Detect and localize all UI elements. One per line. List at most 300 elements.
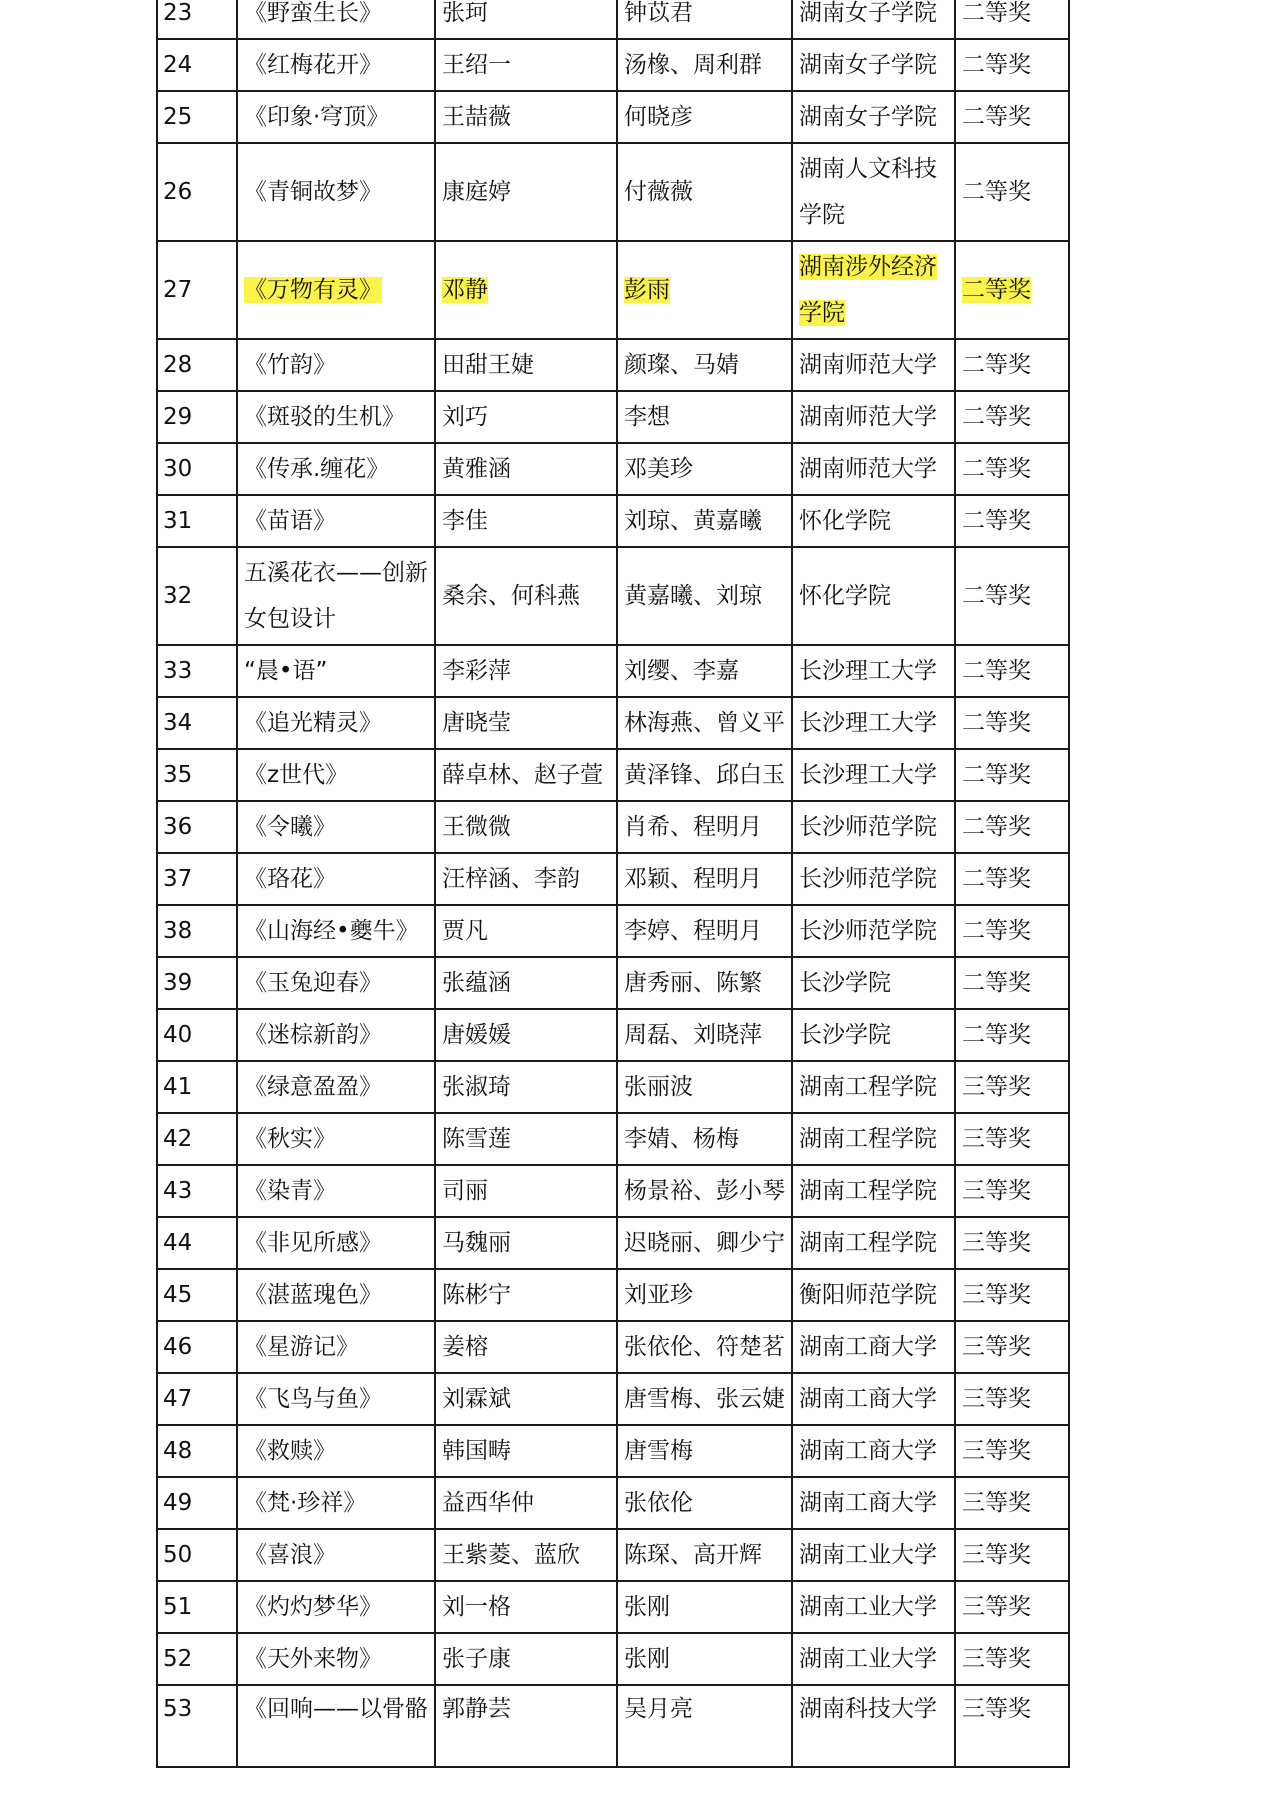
award-text: 三等奖 (962, 1334, 1031, 1360)
teacher-cell (617, 853, 792, 905)
author-text: 薛卓林、赵子萱 (442, 762, 603, 788)
award-list-sheet (156, 0, 1070, 1768)
award-text: 三等奖 (962, 1126, 1031, 1152)
work-title-cell (237, 1217, 435, 1269)
teacher-text: 张依伦 (624, 1490, 693, 1516)
award-cell (955, 1477, 1069, 1529)
work-title-text: 《染青》 (244, 1178, 336, 1204)
author-cell (435, 1425, 617, 1477)
award-cell (955, 749, 1069, 801)
award-text: 二等奖 (962, 352, 1031, 378)
work-title-text: 《传承.缠花》 (244, 456, 390, 482)
row-number-text: 38 (163, 918, 193, 944)
table-row (157, 39, 1069, 91)
school-text: 湖南师范大学 (799, 352, 937, 378)
award-cell (955, 1321, 1069, 1373)
school-cell (792, 143, 955, 241)
author-text: 韩国畴 (442, 1438, 511, 1464)
table-row (157, 905, 1069, 957)
table-row (157, 1217, 1069, 1269)
author-text: 马魏丽 (442, 1230, 511, 1256)
work-title-cell (237, 749, 435, 801)
row-number-cell (157, 1477, 237, 1529)
row-number-cell (157, 1321, 237, 1373)
row-number-cell (157, 1633, 237, 1685)
work-title-text: 《迷棕新韵》 (244, 1022, 382, 1048)
work-title-cell (237, 547, 435, 645)
teacher-cell (617, 749, 792, 801)
award-text: 二等奖 (962, 970, 1031, 996)
award-text: 三等奖 (962, 1074, 1031, 1100)
row-number-cell (157, 749, 237, 801)
row-number-text: 36 (163, 814, 193, 840)
row-number-text: 25 (163, 104, 193, 130)
teacher-cell (617, 957, 792, 1009)
row-number-cell (157, 547, 237, 645)
school-text: 怀化学院 (799, 508, 891, 534)
school-cell (792, 1425, 955, 1477)
teacher-cell (617, 645, 792, 697)
teacher-cell (617, 1217, 792, 1269)
author-text: 贾凡 (442, 918, 488, 944)
teacher-text: 汤橡、周利群 (624, 52, 762, 78)
row-number-cell (157, 1165, 237, 1217)
row-number-cell (157, 1529, 237, 1581)
school-cell (792, 905, 955, 957)
work-title-text: 《喜浪》 (244, 1542, 336, 1568)
author-cell (435, 143, 617, 241)
teacher-cell (617, 241, 792, 339)
author-text: 田甜王婕 (442, 352, 534, 378)
author-text: 黄雅涵 (442, 456, 511, 482)
school-text: 湖南人文科技学院 (799, 156, 937, 228)
school-cell (792, 0, 955, 39)
award-text: 二等奖 (962, 814, 1031, 840)
table-row (157, 391, 1069, 443)
author-cell (435, 1633, 617, 1685)
teacher-text: 唐雪梅、张云婕 (624, 1386, 785, 1412)
work-title-cell (237, 443, 435, 495)
school-cell (792, 1113, 955, 1165)
author-text: 刘一格 (442, 1594, 511, 1620)
work-title-text: 《追光精灵》 (244, 710, 382, 736)
teacher-text: 彭雨 (624, 277, 670, 303)
teacher-cell (617, 1009, 792, 1061)
award-text: 二等奖 (962, 710, 1031, 736)
table-row (157, 547, 1069, 645)
row-number-text: 35 (163, 762, 193, 788)
award-cell (955, 547, 1069, 645)
work-title-text: 《灼灼梦华》 (244, 1594, 382, 1620)
row-number-cell (157, 905, 237, 957)
award-text: 三等奖 (962, 1542, 1031, 1568)
author-cell (435, 1113, 617, 1165)
work-title-text: 《梵·珍祥》 (244, 1490, 367, 1516)
row-number-cell (157, 801, 237, 853)
school-cell (792, 39, 955, 91)
author-text: 刘霖斌 (442, 1386, 511, 1412)
school-text: 湖南工业大学 (799, 1594, 937, 1620)
row-number-cell (157, 495, 237, 547)
work-title-cell (237, 339, 435, 391)
author-text: 姜榕 (442, 1334, 488, 1360)
author-cell (435, 39, 617, 91)
award-cell (955, 1009, 1069, 1061)
award-text: 三等奖 (962, 1282, 1031, 1308)
author-cell (435, 1269, 617, 1321)
row-number-text: 46 (163, 1334, 193, 1360)
work-title-cell (237, 853, 435, 905)
author-text: 陈雪莲 (442, 1126, 511, 1152)
award-text: 三等奖 (962, 1646, 1031, 1672)
award-cell (955, 495, 1069, 547)
teacher-text: 钟苡君 (624, 0, 693, 26)
author-cell (435, 1009, 617, 1061)
teacher-text: 李婧、杨梅 (624, 1126, 739, 1152)
teacher-cell (617, 1113, 792, 1165)
table-row (157, 339, 1069, 391)
row-number-cell (157, 645, 237, 697)
table-row (157, 91, 1069, 143)
work-title-text: 《苗语》 (244, 508, 336, 534)
award-cell (955, 1529, 1069, 1581)
table-row (157, 0, 1069, 39)
row-number-cell (157, 443, 237, 495)
work-title-cell (237, 391, 435, 443)
teacher-text: 林海燕、曾义平 (624, 710, 785, 736)
school-cell (792, 241, 955, 339)
school-text: 湖南涉外经济学院 (799, 254, 937, 326)
work-title-cell (237, 1633, 435, 1685)
award-text: 二等奖 (962, 404, 1031, 430)
school-cell (792, 547, 955, 645)
row-number-text: 45 (163, 1282, 193, 1308)
teacher-cell (617, 1269, 792, 1321)
row-number-text: 31 (163, 508, 193, 534)
author-cell (435, 905, 617, 957)
table-row (157, 957, 1069, 1009)
award-cell (955, 1373, 1069, 1425)
award-cell (955, 39, 1069, 91)
work-title-cell (237, 1009, 435, 1061)
school-text: 湖南工商大学 (799, 1438, 937, 1464)
table-row (157, 1009, 1069, 1061)
school-text: 长沙理工大学 (799, 710, 937, 736)
award-text: 二等奖 (962, 456, 1031, 482)
row-number-cell (157, 91, 237, 143)
teacher-cell (617, 1321, 792, 1373)
work-title-text: 五溪花衣——创新女包设计 (244, 560, 428, 632)
work-title-cell (237, 801, 435, 853)
row-number-text: 26 (163, 179, 193, 205)
author-cell (435, 547, 617, 645)
teacher-cell (617, 143, 792, 241)
teacher-cell (617, 39, 792, 91)
row-number-cell (157, 957, 237, 1009)
work-title-text: 《玉兔迎春》 (244, 970, 382, 996)
author-text: 唐晓莹 (442, 710, 511, 736)
award-cell (955, 645, 1069, 697)
row-number-cell (157, 0, 237, 39)
row-number-text: 27 (163, 277, 193, 303)
school-cell (792, 339, 955, 391)
award-cell (955, 1113, 1069, 1165)
author-cell (435, 241, 617, 339)
author-cell (435, 749, 617, 801)
row-number-text: 44 (163, 1230, 193, 1256)
table-row (157, 801, 1069, 853)
teacher-cell (617, 1061, 792, 1113)
row-number-cell (157, 1009, 237, 1061)
school-text: 湖南工业大学 (799, 1646, 937, 1672)
author-text: 唐媛媛 (442, 1022, 511, 1048)
teacher-cell (617, 1685, 792, 1767)
row-number-cell (157, 1685, 237, 1767)
school-text: 湖南工程学院 (799, 1126, 937, 1152)
school-cell (792, 391, 955, 443)
award-cell (955, 443, 1069, 495)
author-cell (435, 1477, 617, 1529)
table-row (157, 1581, 1069, 1633)
row-number-cell (157, 391, 237, 443)
award-cell (955, 957, 1069, 1009)
work-title-cell (237, 1685, 435, 1767)
row-number-cell (157, 697, 237, 749)
school-text: 湖南女子学院 (799, 52, 937, 78)
work-title-text: 《野蛮生长》 (244, 0, 382, 26)
table-row (157, 1061, 1069, 1113)
work-title-cell (237, 91, 435, 143)
school-cell (792, 957, 955, 1009)
row-number-text: 37 (163, 866, 193, 892)
school-text: 长沙师范学院 (799, 814, 937, 840)
award-cell (955, 1633, 1069, 1685)
work-title-cell (237, 1061, 435, 1113)
table-row (157, 645, 1069, 697)
author-cell (435, 1529, 617, 1581)
award-cell (955, 91, 1069, 143)
school-cell (792, 1009, 955, 1061)
work-title-text: 《飞鸟与鱼》 (244, 1386, 382, 1412)
work-title-cell (237, 957, 435, 1009)
work-title-text: 《红梅花开》 (244, 52, 382, 78)
school-cell (792, 749, 955, 801)
school-cell (792, 495, 955, 547)
school-cell (792, 1529, 955, 1581)
table-row (157, 143, 1069, 241)
author-cell (435, 1061, 617, 1113)
school-text: 长沙师范学院 (799, 918, 937, 944)
work-title-text: 《绿意盈盈》 (244, 1074, 382, 1100)
table-row (157, 443, 1069, 495)
author-cell (435, 1165, 617, 1217)
work-title-cell (237, 1529, 435, 1581)
school-cell (792, 1633, 955, 1685)
teacher-cell (617, 1373, 792, 1425)
school-cell (792, 1321, 955, 1373)
teacher-text: 邓颖、程明月 (624, 866, 762, 892)
award-text: 二等奖 (962, 179, 1031, 205)
work-title-text: 《秋实》 (244, 1126, 336, 1152)
award-text: 二等奖 (962, 762, 1031, 788)
school-text: 湖南师范大学 (799, 404, 937, 430)
work-title-text: 《竹韵》 (244, 352, 336, 378)
teacher-text: 李婷、程明月 (624, 918, 762, 944)
table-row (157, 1477, 1069, 1529)
table-row (157, 1165, 1069, 1217)
school-text: 湖南女子学院 (799, 0, 937, 26)
school-cell (792, 1061, 955, 1113)
row-number-text: 28 (163, 352, 193, 378)
award-table-body (157, 0, 1069, 1767)
school-text: 湖南科技大学 (799, 1696, 937, 1722)
school-cell (792, 91, 955, 143)
table-row (157, 1685, 1069, 1767)
school-text: 湖南工商大学 (799, 1334, 937, 1360)
author-text: 张子康 (442, 1646, 511, 1672)
teacher-cell (617, 547, 792, 645)
award-cell (955, 853, 1069, 905)
school-cell (792, 645, 955, 697)
award-text: 三等奖 (962, 1594, 1031, 1620)
author-text: 王紫菱、蓝欣 (442, 1542, 580, 1568)
row-number-cell (157, 143, 237, 241)
work-title-text: 《万物有灵》 (244, 277, 382, 303)
award-cell (955, 241, 1069, 339)
teacher-text: 刘缨、李嘉 (624, 658, 739, 684)
work-title-text: 《救赎》 (244, 1438, 336, 1464)
teacher-text: 陈琛、高开辉 (624, 1542, 762, 1568)
work-title-text: 《z世代》 (244, 762, 349, 788)
school-cell (792, 1373, 955, 1425)
row-number-cell (157, 339, 237, 391)
row-number-text: 48 (163, 1438, 193, 1464)
award-text: 三等奖 (962, 1438, 1031, 1464)
work-title-cell (237, 1113, 435, 1165)
award-cell (955, 339, 1069, 391)
table-row (157, 1529, 1069, 1581)
teacher-text: 张刚 (624, 1594, 670, 1620)
row-number-text: 47 (163, 1386, 193, 1412)
author-text: 司丽 (442, 1178, 488, 1204)
row-number-cell (157, 241, 237, 339)
author-cell (435, 801, 617, 853)
award-cell (955, 1061, 1069, 1113)
award-text: 二等奖 (962, 52, 1031, 78)
school-text: 湖南工程学院 (799, 1230, 937, 1256)
teacher-cell (617, 697, 792, 749)
school-cell (792, 1165, 955, 1217)
teacher-cell (617, 1477, 792, 1529)
work-title-cell (237, 697, 435, 749)
work-title-text: 《回响——以骨骼 (244, 1696, 428, 1722)
award-cell (955, 0, 1069, 39)
row-number-cell (157, 1425, 237, 1477)
school-cell (792, 1685, 955, 1767)
award-cell (955, 905, 1069, 957)
table-row (157, 1425, 1069, 1477)
work-title-text: 《星游记》 (244, 1334, 359, 1360)
author-cell (435, 339, 617, 391)
teacher-cell (617, 0, 792, 39)
school-cell (792, 853, 955, 905)
teacher-text: 吴月亮 (624, 1696, 693, 1722)
award-text: 三等奖 (962, 1386, 1031, 1412)
row-number-text: 51 (163, 1594, 193, 1620)
work-title-text: 《珞花》 (244, 866, 336, 892)
table-row (157, 853, 1069, 905)
award-cell (955, 1425, 1069, 1477)
school-text: 湖南师范大学 (799, 456, 937, 482)
author-cell (435, 1217, 617, 1269)
school-cell (792, 1269, 955, 1321)
school-text: 湖南工程学院 (799, 1178, 937, 1204)
row-number-text: 42 (163, 1126, 193, 1152)
work-title-text: 《印象·穹顶》 (244, 104, 390, 130)
row-number-text: 41 (163, 1074, 193, 1100)
teacher-cell (617, 1165, 792, 1217)
school-text: 长沙学院 (799, 970, 891, 996)
author-text: 康庭婷 (442, 179, 511, 205)
teacher-cell (617, 905, 792, 957)
teacher-text: 张刚 (624, 1646, 670, 1672)
table-row (157, 1269, 1069, 1321)
award-table (156, 0, 1070, 1768)
school-text: 湖南工程学院 (799, 1074, 937, 1100)
award-text: 二等奖 (962, 1022, 1031, 1048)
table-row (157, 495, 1069, 547)
teacher-text: 黄嘉曦、刘琼 (624, 583, 762, 609)
row-number-text: 49 (163, 1490, 193, 1516)
author-text: 汪梓涵、李韵 (442, 866, 580, 892)
author-text: 王喆薇 (442, 104, 511, 130)
author-cell (435, 495, 617, 547)
teacher-text: 黄泽锋、邱白玉 (624, 762, 785, 788)
row-number-text: 33 (163, 658, 193, 684)
school-text: 湖南工商大学 (799, 1386, 937, 1412)
author-text: 李彩萍 (442, 658, 511, 684)
award-text: 三等奖 (962, 1230, 1031, 1256)
work-title-cell (237, 1321, 435, 1373)
author-cell (435, 1685, 617, 1767)
work-title-cell (237, 645, 435, 697)
award-text: 三等奖 (962, 1696, 1031, 1722)
teacher-text: 李想 (624, 404, 670, 430)
author-cell (435, 957, 617, 1009)
table-row (157, 1321, 1069, 1373)
row-number-cell (157, 1581, 237, 1633)
author-cell (435, 443, 617, 495)
award-text: 二等奖 (962, 277, 1031, 303)
work-title-cell (237, 143, 435, 241)
teacher-cell (617, 1581, 792, 1633)
row-number-text: 53 (163, 1696, 193, 1722)
award-cell (955, 1269, 1069, 1321)
author-cell (435, 91, 617, 143)
teacher-text: 邓美珍 (624, 456, 693, 482)
teacher-cell (617, 1425, 792, 1477)
teacher-text: 迟晓丽、卿少宁 (624, 1230, 785, 1256)
award-text: 三等奖 (962, 1178, 1031, 1204)
school-cell (792, 1477, 955, 1529)
teacher-text: 唐雪梅 (624, 1438, 693, 1464)
row-number-text: 52 (163, 1646, 193, 1672)
author-text: 张淑琦 (442, 1074, 511, 1100)
school-text: 怀化学院 (799, 583, 891, 609)
work-title-text: 《斑驳的生机》 (244, 404, 405, 430)
work-title-text: 《湛蓝瑰色》 (244, 1282, 382, 1308)
teacher-cell (617, 91, 792, 143)
